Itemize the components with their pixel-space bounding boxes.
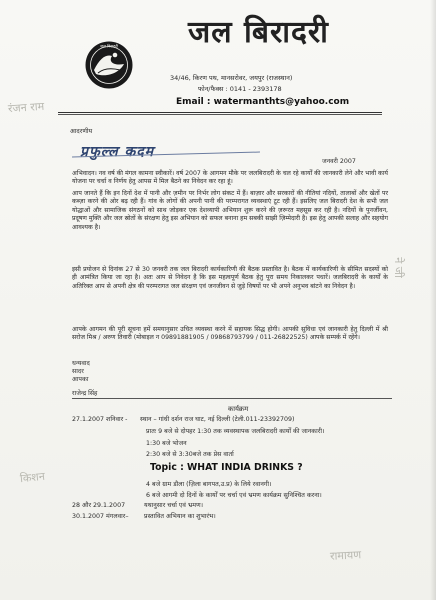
faint-stamp-right-mid: ने जी (391, 257, 405, 278)
closing-regards: सादर (72, 368, 84, 375)
letter-date: जनवरी 2007 (322, 158, 356, 165)
programme-day2-text: यथानुसार चर्चा एवं भ्रमण। (144, 502, 204, 509)
programme-item-discussion: 6 बजे आगमी दो दिनों के कार्यों पर चर्चा एवं भ्रमण कार्यक्रम सुनिश्चित करना। (146, 492, 322, 499)
org-address: 34/46, किरण पथ, मानसरोवर, जयपुर (राजस्थान) (170, 74, 293, 82)
recipient-name: प्रफुल्ल कदम (80, 144, 154, 160)
faint-stamp-left-bottom: किशन (19, 469, 46, 486)
faint-stamp-right-bottom: रामायण (329, 548, 362, 563)
closing-thanks: धन्यवाद (72, 360, 90, 367)
paragraph-context: आप जानते हैं कि इन दिनों देश में पानी और ज़मीन पर निर्भर लोग संकट में हैं। बाज़ार और सरकारों की नीतियां नदियों, तालाबों और खेतों पर कब्ज़ा करने की ओर बढ़ रही हैं। गांव के लोगों की अपनी पानी की परम्परागत व्यवस्थाएं टूट रही हैं। इसलिए जल बिरादरी देश के सभी जल योद्धाओं और सामाजिक संगठनों को साथ जोड़कर एक देशव्यापी अभियान शुरू करने की ज़रूरत महसूस कर रही है। नदियों के पुनर्जीवन, प्रदूषण मुक्ति और जल स्रोतों के संरक्षण हेतु इस अभियान को सफल बनाना हम सबकी साझी ज़िम्मेदारी है। इस हेतु आपकी सलाह और सहयोग आवश्यक है। (72, 190, 388, 231)
salutation: आदरणीय (70, 128, 93, 135)
org-phone: फोन/फैक्स : 0141 - 2393178 (198, 85, 282, 93)
jal-biradari-logo (84, 40, 134, 90)
paragraph-greeting: अभिवादन। नव वर्ष की मंगल कामना स्वीकारें। वर्ष 2007 के आगमन मौके पर जलबिरादरी के चल रहे कार्यों की जानकारी लेने और भावी कार्य योजना पर चर्चा व निर्णय हेतु आपस में मिल बैठने का निवेदन कर रहा हूं। (72, 170, 388, 186)
programme-item-lunch: 1:30 बजे भोजन (146, 440, 187, 447)
programme-day1-venue: स्थान – गांधी दर्शन राज घाट, नई दिल्ली (टेली.011-23392709) (140, 416, 295, 423)
programme-day3-text: प्रस्तावित अभियान का शुभारंभ। (144, 513, 216, 520)
closing-designation: आपका (72, 376, 89, 383)
faint-stamp-left-top: रंजन राम (7, 99, 45, 116)
programme-item-press: 2:30 बजे से 3:30बजे तक प्रेस वार्ता (146, 451, 234, 458)
paragraph-contact: आपके आगमन की पूरी सूचना हमें समयानुसार उचित व्यवस्था करने में सहायक सिद्ध होगी। आपकी सुविधा एवं जानकारी हेतु दिल्ली में श्री सरोज मिश्र / अरुण तिवारी (मोबाइल न 09891881905 / 09868793799 / 011-26822525) आपके सम्पर्क में रहेंगे। (72, 326, 388, 342)
programme-day2-date: 28 और 29.1.2007 (72, 502, 126, 509)
header-divider (58, 112, 382, 115)
paragraph-meeting: इसी प्रयोजन से दिनांक 27 से 30 जनवरी तक जल बिरादरी कार्यकारिणी की बैठक प्रस्तावित है। बैठक में कार्यकारिणी के सीमित सदस्यों को ही आमंत्रित किया जा रहा है। अतः आप से निवेदन है कि इस महत्वपूर्ण बैठक हेतु पूरा समय निकालकर पधारें। जलबिरादरी के कार्यों के अतिरिक्त आप से अपनी क्षेत्र की परम्परागत जल संरक्षण एवं जनजीवन से जुड़े विषयों पर भी अपने अनुभव बांटने का निवेदन है। (72, 266, 388, 290)
programme-day1-date: 27.1.2007 शनिवार - (72, 416, 128, 423)
signer-name: राजेन्द्र सिंह (72, 390, 98, 397)
programme-item-morning: प्रातः 9 बजे से दोपहर 1:30 तक व्यवस्थापक जलबिरादरी कार्यों की जानकारी। (146, 428, 325, 435)
programme-topic: Topic : WHAT INDIA DRINKS ? (150, 462, 303, 473)
org-name: जल बिरादरी (188, 15, 329, 50)
org-email: Email : watermanthts@yahoo.com (176, 97, 350, 107)
signature-divider (72, 398, 392, 399)
programme-day3-date: 30.1.2007 मंगलवार– (72, 513, 129, 520)
programme-item-departure: 4 बजे ग्राम डौला (ज़िला बागपत,उ.प्र) के लिये रवानगी। (146, 481, 272, 488)
logo-text: जल बिरादरी (100, 43, 118, 49)
programme-title: कार्यक्रम (228, 405, 249, 413)
